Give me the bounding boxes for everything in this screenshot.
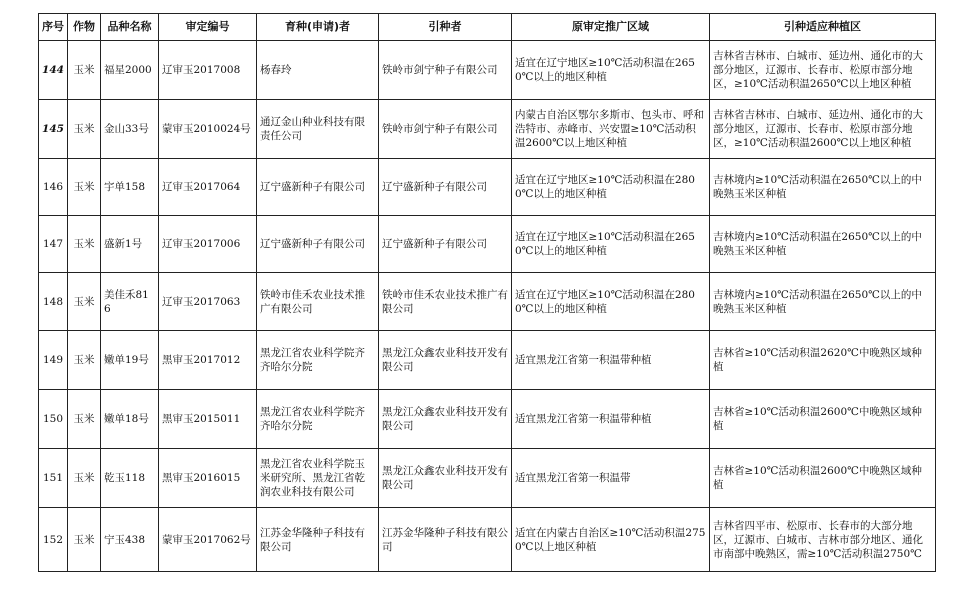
cell-code: 黑审玉2015011: [159, 390, 257, 449]
cell-code: 蒙审玉2010024号: [159, 100, 257, 159]
header-code: 审定编号: [159, 14, 257, 41]
header-intro-region: 引种适应种植区: [710, 14, 936, 41]
cell-original-region: 适宜黑龙江省第一积温带种植: [512, 331, 710, 390]
cell-code: 辽审玉2017063: [159, 273, 257, 331]
cell-no: 144: [39, 41, 68, 100]
cell-original-region: 适宜在辽宁地区≥10℃活动积温在2650℃以上的地区种植: [512, 41, 710, 100]
cell-crop: 玉米: [68, 216, 101, 273]
cell-no: 149: [39, 331, 68, 390]
cell-crop: 玉米: [68, 508, 101, 572]
cell-breeder: 辽宁盛新种子有限公司: [257, 216, 379, 273]
table-row: [39, 41, 936, 100]
cell-variety: 金山33号: [101, 100, 159, 159]
cell-breeder: 黑龙江省农业科学院齐齐哈尔分院: [257, 331, 379, 390]
cell-breeder: 杨春玲: [257, 41, 379, 100]
cell-no: 150: [39, 390, 68, 449]
header-no: 序号: [39, 14, 68, 41]
cell-original-region: 适宜在辽宁地区≥10℃活动积温在2800℃以上的地区种植: [512, 159, 710, 216]
table-row: [39, 449, 936, 508]
cell-variety: 乾玉118: [101, 449, 159, 508]
cell-breeder: 黑龙江省农业科学院齐齐哈尔分院: [257, 390, 379, 449]
header-introducer: 引种者: [379, 14, 512, 41]
cell-introducer: 辽宁盛新种子有限公司: [379, 159, 512, 216]
cell-variety: 美佳禾816: [101, 273, 159, 331]
table-header-row: [39, 14, 936, 41]
cell-introducer: 铁岭市佳禾农业技术推广有限公司: [379, 273, 512, 331]
cell-intro-region: 吉林省≥10℃活动积温2600℃中晚熟区域种植: [710, 449, 936, 508]
cell-breeder: 辽宁盛新种子有限公司: [257, 159, 379, 216]
cell-variety: 宁玉438: [101, 508, 159, 572]
cell-intro-region: 吉林省四平市、松原市、长春市的大部分地区，辽源市、白城市、吉林市部分地区、通化市南部中晚熟区，需≥10℃活动积温2750℃: [710, 508, 936, 572]
cell-no: 152: [39, 508, 68, 572]
cell-no: 146: [39, 159, 68, 216]
cell-intro-region: 吉林境内≥10℃活动积温在2650℃以上的中晚熟玉米区种植: [710, 216, 936, 273]
cell-introducer: 铁岭市剑宁种子有限公司: [379, 100, 512, 159]
cell-original-region: 适宜黑龙江省第一积温带种植: [512, 390, 710, 449]
variety-table: [38, 13, 936, 572]
cell-breeder: 江苏金华隆种子科技有限公司: [257, 508, 379, 572]
cell-original-region: 内蒙古自治区鄂尔多斯市、包头市、呼和浩特市、赤峰市、兴安盟≥10℃活动积温2600℃以上地区种植: [512, 100, 710, 159]
cell-introducer: 黑龙江众鑫农业科技开发有限公司: [379, 449, 512, 508]
cell-no: 147: [39, 216, 68, 273]
cell-variety: 宇单158: [101, 159, 159, 216]
cell-variety: 嫩单18号: [101, 390, 159, 449]
cell-original-region: 适宜在辽宁地区≥10℃活动积温在2800℃以上的地区种植: [512, 273, 710, 331]
cell-intro-region: 吉林省≥10℃活动积温2600℃中晚熟区域种植: [710, 390, 936, 449]
table-row: [39, 159, 936, 216]
header-original-region: 原审定推广区域: [512, 14, 710, 41]
table-row: [39, 331, 936, 390]
cell-introducer: 黑龙江众鑫农业科技开发有限公司: [379, 331, 512, 390]
cell-crop: 玉米: [68, 331, 101, 390]
cell-code: 黑审玉2017012: [159, 331, 257, 390]
cell-introducer: 黑龙江众鑫农业科技开发有限公司: [379, 390, 512, 449]
cell-breeder: 黑龙江省农业科学院玉米研究所、黑龙江省乾润农业科技有限公司: [257, 449, 379, 508]
cell-intro-region: 吉林省≥10℃活动积温2620℃中晚熟区域种植: [710, 331, 936, 390]
cell-code: 黑审玉2016015: [159, 449, 257, 508]
cell-code: 辽审玉2017006: [159, 216, 257, 273]
cell-intro-region: 吉林省吉林市、白城市、延边州、通化市的大部分地区，辽源市、长春市、松原市部分地区，≥10℃活动积温2650℃以上地区种植: [710, 41, 936, 100]
cell-variety: 福星2000: [101, 41, 159, 100]
cell-no: 148: [39, 273, 68, 331]
table-row: [39, 508, 936, 572]
header-crop: 作物: [68, 14, 101, 41]
cell-no: 145: [39, 100, 68, 159]
header-variety: 品种名称: [101, 14, 159, 41]
table-row: [39, 216, 936, 273]
cell-original-region: 适宜黑龙江省第一积温带: [512, 449, 710, 508]
cell-crop: 玉米: [68, 159, 101, 216]
cell-code: 辽审玉2017008: [159, 41, 257, 100]
cell-crop: 玉米: [68, 100, 101, 159]
cell-intro-region: 吉林省吉林市、白城市、延边州、通化市的大部分地区，辽源市、长春市、松原市部分地区，≥10℃活动积温2600℃以上地区种植: [710, 100, 936, 159]
cell-crop: 玉米: [68, 41, 101, 100]
cell-intro-region: 吉林境内≥10℃活动积温在2650℃以上的中晚熟玉米区种植: [710, 159, 936, 216]
cell-code: 辽审玉2017064: [159, 159, 257, 216]
cell-code: 蒙审玉2017062号: [159, 508, 257, 572]
cell-original-region: 适宜在辽宁地区≥10℃活动积温在2650℃以上的地区种植: [512, 216, 710, 273]
cell-introducer: 铁岭市剑宁种子有限公司: [379, 41, 512, 100]
cell-introducer: 辽宁盛新种子有限公司: [379, 216, 512, 273]
cell-crop: 玉米: [68, 273, 101, 331]
cell-original-region: 适宜在内蒙古自治区≥10℃活动积温2750℃以上地区种植: [512, 508, 710, 572]
cell-breeder: 通辽金山种业科技有限责任公司: [257, 100, 379, 159]
table-row: [39, 100, 936, 159]
table-row: [39, 273, 936, 331]
cell-breeder: 铁岭市佳禾农业技术推广有限公司: [257, 273, 379, 331]
variety-table-page: [38, 13, 935, 572]
cell-variety: 盛新1号: [101, 216, 159, 273]
cell-introducer: 江苏金华隆种子科技有限公司: [379, 508, 512, 572]
header-breeder: 育种(申请)者: [257, 14, 379, 41]
cell-variety: 嫩单19号: [101, 331, 159, 390]
table-row: [39, 390, 936, 449]
cell-crop: 玉米: [68, 449, 101, 508]
cell-no: 151: [39, 449, 68, 508]
cell-crop: 玉米: [68, 390, 101, 449]
cell-intro-region: 吉林境内≥10℃活动积温在2650℃以上的中晚熟玉米区种植: [710, 273, 936, 331]
